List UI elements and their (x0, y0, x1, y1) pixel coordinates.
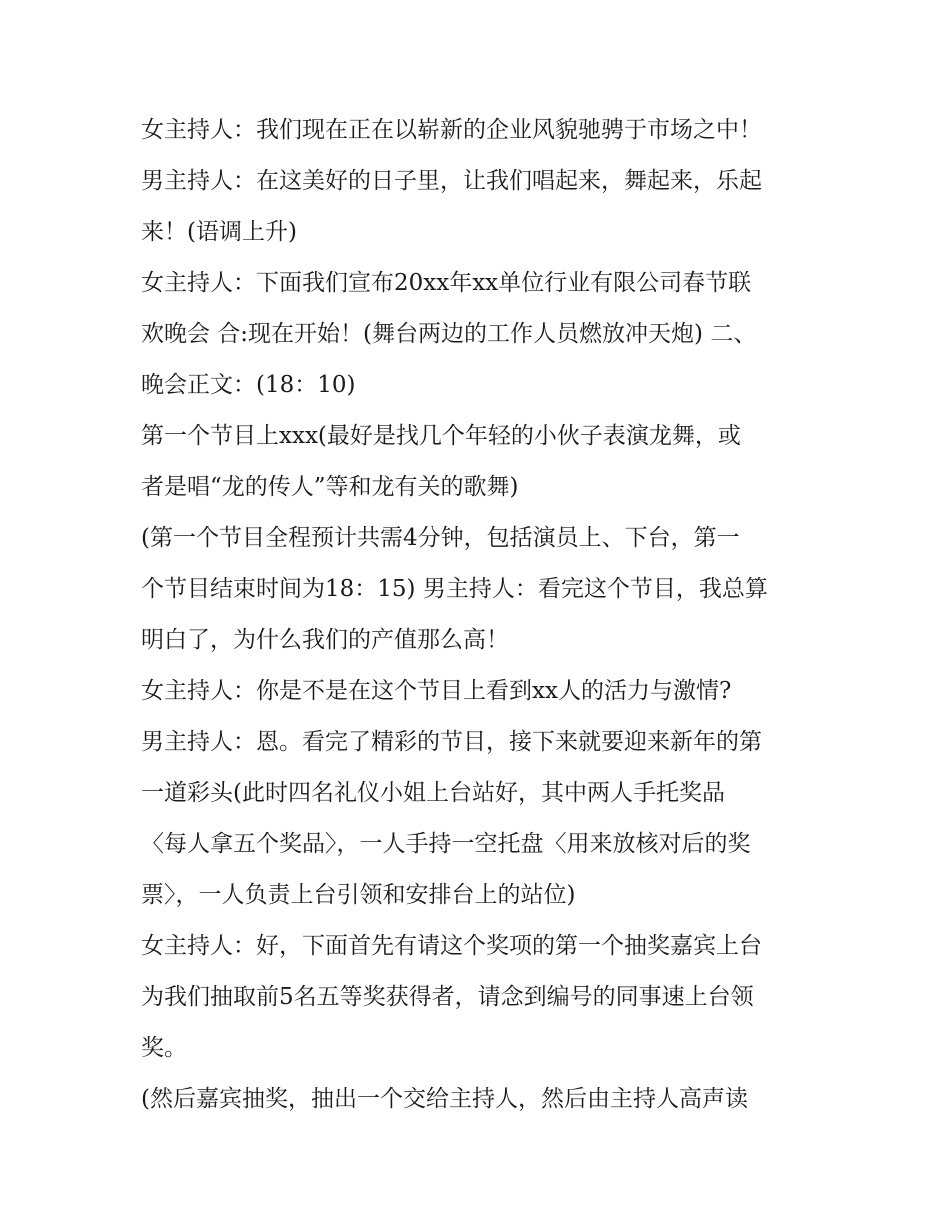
text-line: (然后嘉宾抽奖，抽出一个交给主持人，然后由主持人高声读 (141, 1086, 748, 1112)
text-line: 为我们抽取前5名五等奖获得者，请念到编号的同事速上台领 (141, 984, 754, 1010)
text-line: 女主持人：我们现在正在以崭新的企业风貌驰骋于市场之中！ (141, 117, 762, 143)
text-line: 奖。 (141, 1035, 187, 1061)
text-line: 第一个节目上xxx(最好是找几个年轻的小伙子表演龙舞，或 (141, 423, 741, 449)
text-line: 晚会正文：(18：10) (141, 372, 356, 398)
text-line: 一道彩头(此时四名礼仪小姐上台站好，其中两人手托奖品 (141, 780, 725, 806)
text-line: 欢晚会 合:现在开始！(舞台两边的工作人员燃放冲天炮) 二、 (141, 321, 757, 347)
text-line: 男主持人：在这美好的日子里，让我们唱起来，舞起来，乐起 (141, 168, 762, 194)
text-line: 女主持人：你是不是在这个节目上看到xx人的活力与激情? (141, 678, 732, 704)
text-line: 女主持人：好，下面首先有请这个奖项的第一个抽奖嘉宾上台 (141, 933, 762, 959)
text-line: 男主持人：恩。看完了精彩的节目，接下来就要迎来新年的第 (141, 729, 762, 755)
text-line: 〈每人拿五个奖品〉，一人手持一空托盘〈用来放核对后的奖 (141, 831, 751, 857)
text-line: 者是唱“龙的传人”等和龙有关的歌舞) (141, 474, 519, 500)
text-line: 票〉，一人负责上台引领和安排台上的站位) (141, 882, 576, 908)
document-body (141, 105, 821, 1125)
text-line: (第一个节目全程预计共需4分钟，包括演员上、下台，第一 (141, 525, 740, 551)
text-line: 来！(语调上升) (141, 219, 297, 245)
text-line: 女主持人：下面我们宣布20xx年xx单位行业有限公司春节联 (141, 270, 752, 296)
text-line: 明白了，为什么我们的产值那么高！ (141, 627, 509, 653)
text-line: 个节目结束时间为18：15) 男主持人：看完这个节目，我总算 (141, 576, 768, 602)
